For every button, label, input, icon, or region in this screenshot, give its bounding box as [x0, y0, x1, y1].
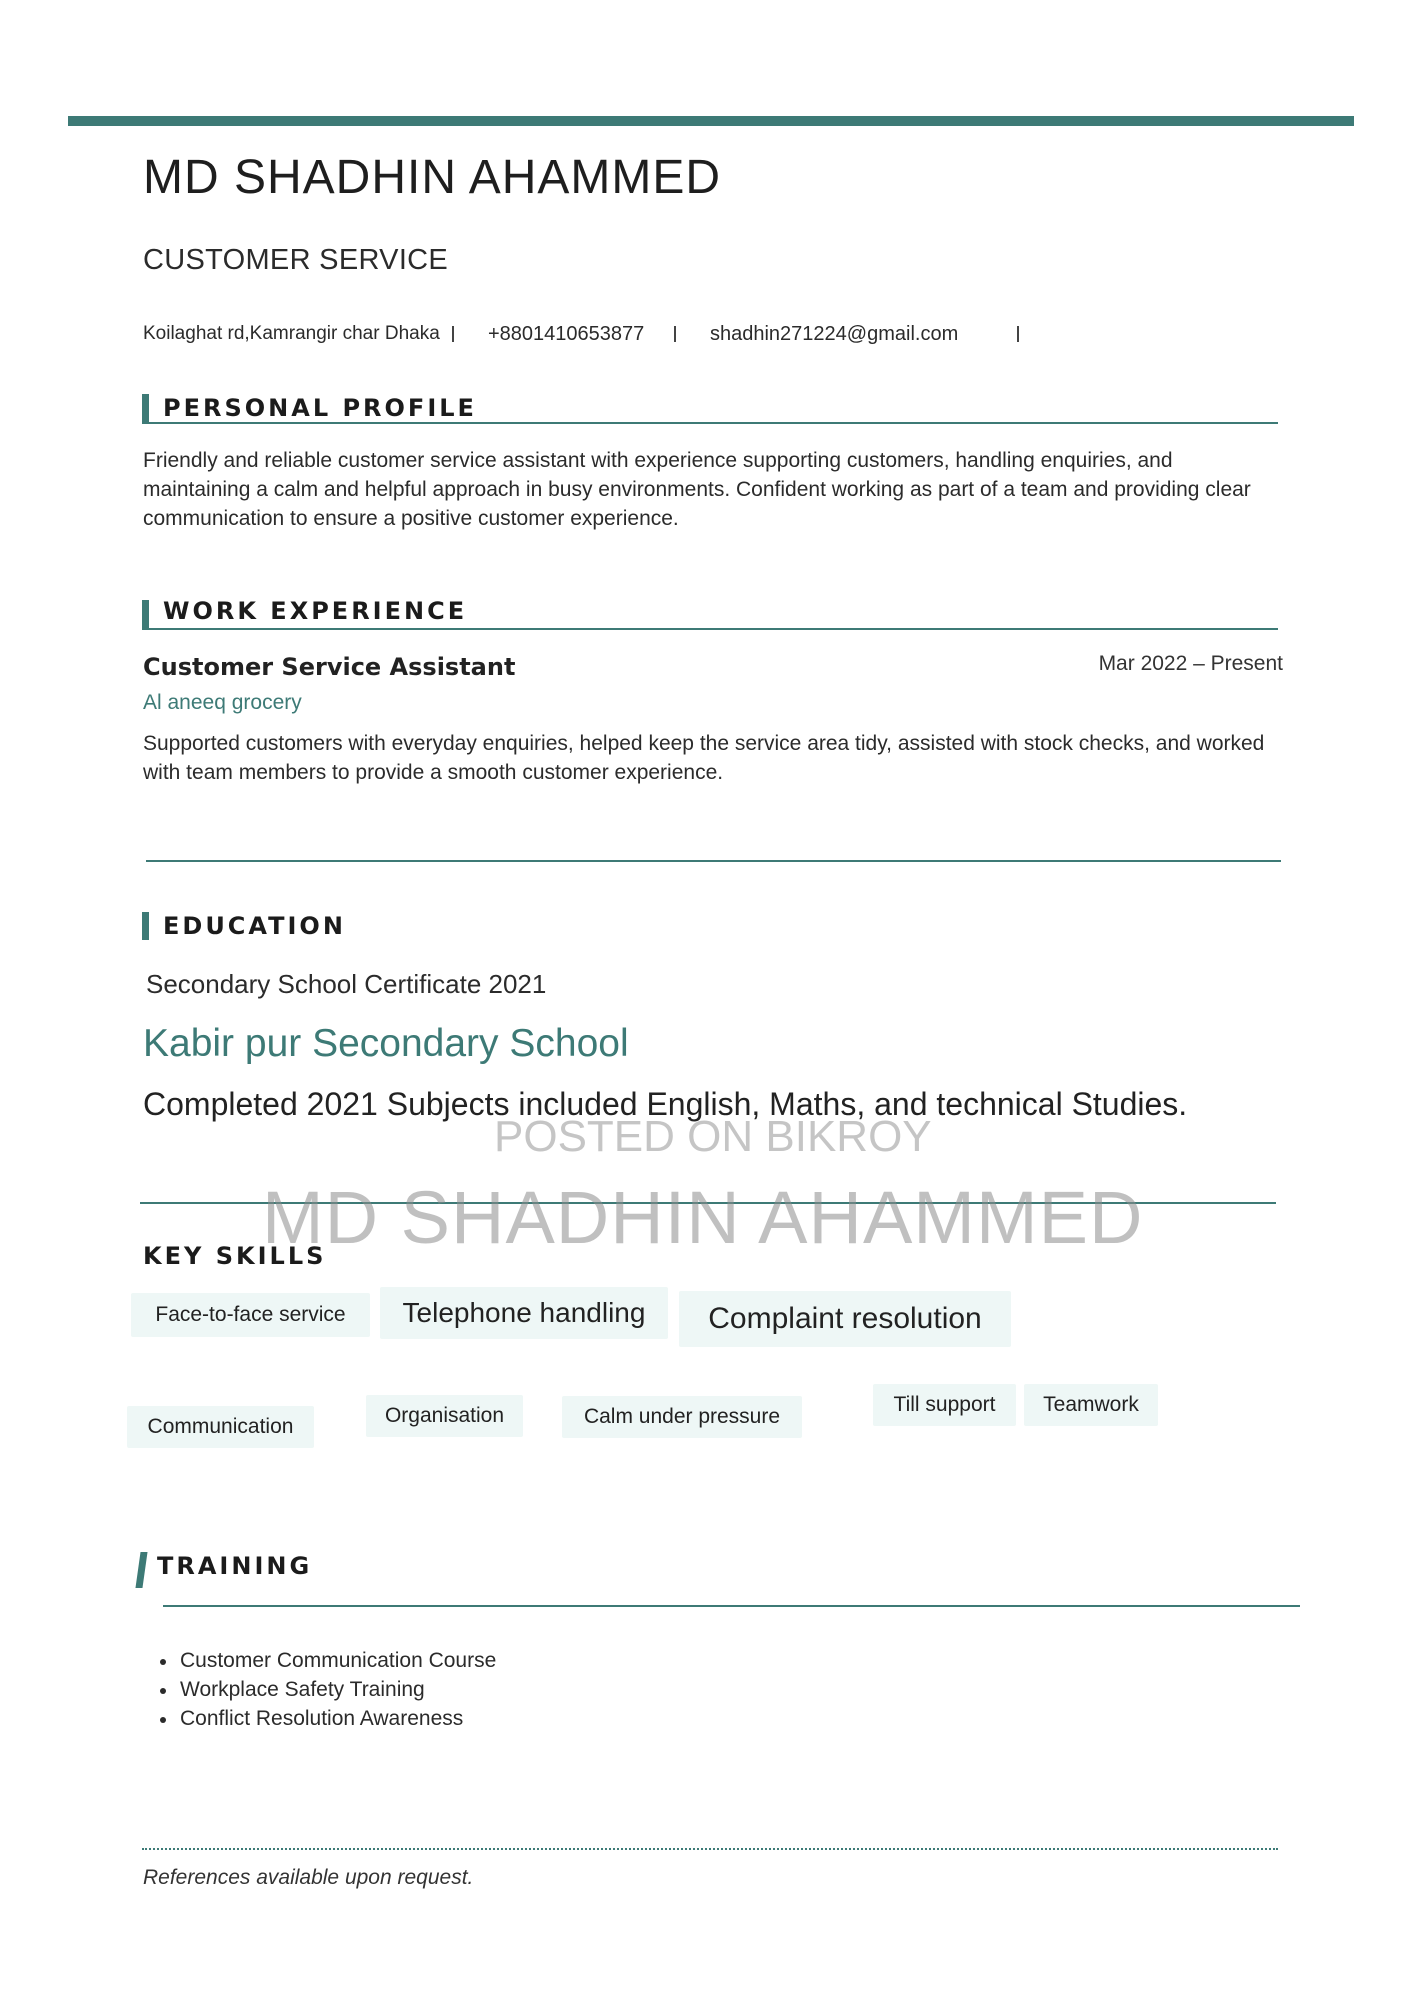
section-marker	[135, 1552, 147, 1588]
section-rule	[142, 422, 1278, 424]
skill-chip: Calm under pressure	[562, 1396, 802, 1438]
section-title-training: TRAINING	[157, 1552, 313, 1580]
education-certificate: Secondary School Certificate 2021	[146, 969, 547, 999]
section-rule	[163, 1605, 1300, 1607]
skill-chip: Teamwork	[1024, 1384, 1158, 1426]
education-details: Completed 2021 Subjects included English, Maths, and technical Studies.	[143, 1086, 1188, 1122]
contact-email: shadhin271224@gmail.com	[710, 323, 959, 345]
section-rule	[142, 628, 1278, 630]
header-accent-bar	[68, 116, 1354, 126]
watermark-name: MD SHADHIN AHAMMED	[262, 1176, 1144, 1259]
job-dates: Mar 2022 – Present	[1098, 652, 1283, 675]
training-list	[160, 1646, 496, 1733]
training-item: Customer Communication Course	[160, 1646, 496, 1675]
skill-chip: Face-to-face service	[131, 1293, 370, 1337]
candidate-name: MD SHADHIN AHAMMED	[143, 151, 722, 204]
skill-chip: Till support	[873, 1384, 1016, 1426]
job-title: Customer Service Assistant	[143, 653, 516, 681]
footer-divider	[142, 1848, 1278, 1850]
section-divider	[146, 860, 1281, 862]
section-title-experience: WORK EXPERIENCE	[163, 597, 468, 625]
education-school: Kabir pur Secondary School	[143, 1022, 629, 1065]
job-role: CUSTOMER SERVICE	[143, 244, 449, 276]
section-title-education: EDUCATION	[163, 912, 346, 940]
contact-separator	[452, 326, 454, 342]
references-note: References available upon request.	[143, 1866, 474, 1889]
section-title-skills: KEY SKILLS	[143, 1242, 327, 1270]
skill-chip: Communication	[127, 1406, 314, 1448]
section-marker	[142, 600, 149, 628]
training-item: Workplace Safety Training	[160, 1675, 496, 1704]
company-name: Al aneeq grocery	[143, 691, 302, 714]
skill-chip: Telephone handling	[380, 1287, 668, 1339]
training-item: Conflict Resolution Awareness	[160, 1704, 496, 1733]
contact-phone: +8801410653877	[488, 323, 645, 345]
skill-chip: Complaint resolution	[679, 1291, 1011, 1347]
section-title-profile: PERSONAL PROFILE	[163, 394, 477, 422]
job-description: Supported customers with everyday enquiries, helped keep the service area tidy, assisted with stock checks, and worked with team members to provide a smooth customer experience.	[143, 732, 1265, 784]
section-marker	[142, 912, 149, 940]
contact-address: Koilaghat rd,Kamrangir char Dhaka	[143, 323, 440, 344]
section-marker	[142, 394, 149, 422]
contact-separator	[674, 326, 676, 342]
contact-separator	[1017, 326, 1019, 342]
watermark-posted: POSTED ON BIKROY	[494, 1112, 932, 1161]
skill-chip: Organisation	[366, 1395, 523, 1437]
profile-text: Friendly and reliable customer service assistant with experience supporting customers, handling enquiries, and maintaining a calm and helpful approach in busy environments. Confident working as part of a team and providing clear communication to ensure a positive customer experience.	[143, 449, 1251, 530]
